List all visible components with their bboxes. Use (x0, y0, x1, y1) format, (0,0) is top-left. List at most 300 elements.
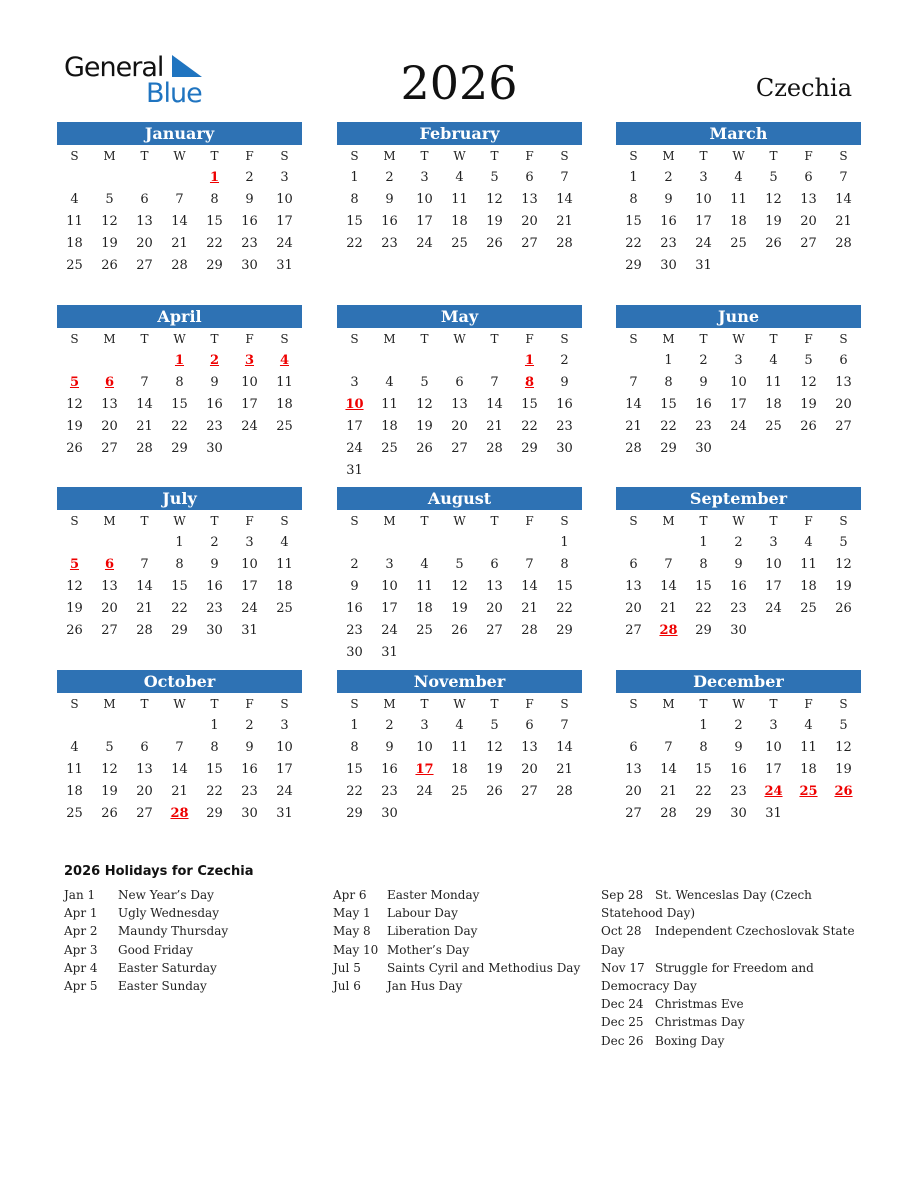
day: 21 (486, 419, 503, 434)
weekday-label: S (350, 697, 359, 711)
holiday-name: Easter Saturday (118, 960, 217, 975)
day: 1 (210, 718, 219, 733)
holiday-date: Nov 17 (601, 960, 645, 975)
day: 2 (245, 718, 254, 733)
day: 30 (206, 623, 223, 638)
holiday-row (601, 922, 863, 958)
day: 2 (385, 170, 394, 185)
weekday-label: F (525, 697, 534, 711)
day: 14 (171, 214, 188, 229)
weekday-label: S (629, 697, 638, 711)
day: 13 (835, 375, 852, 390)
day-grid (616, 328, 861, 460)
empty-cell (372, 350, 407, 372)
day: 30 (346, 645, 363, 660)
empty-cell (407, 350, 442, 372)
day: 31 (695, 258, 712, 273)
day: 25 (765, 419, 782, 434)
holiday-column (64, 886, 326, 995)
day: 13 (451, 397, 468, 412)
day: 22 (206, 784, 223, 799)
weekday-label: S (280, 332, 289, 346)
holiday-date: May 1 (333, 906, 371, 921)
day: 20 (451, 419, 468, 434)
weekday-label: M (383, 332, 396, 346)
day: 14 (660, 762, 677, 777)
day: 14 (625, 397, 642, 412)
day: 12 (66, 397, 83, 412)
day: 9 (210, 375, 219, 390)
day: 19 (451, 601, 468, 616)
day: 30 (381, 806, 398, 821)
day: 26 (800, 419, 817, 434)
holiday-date: Apr 4 (64, 960, 98, 975)
day: 16 (730, 762, 747, 777)
day: 1 (629, 170, 638, 185)
day: 6 (839, 353, 848, 368)
day: 17 (241, 579, 258, 594)
month-header: October (57, 670, 302, 693)
day: 17 (695, 214, 712, 229)
weekday-label: S (70, 697, 79, 711)
day: 29 (206, 806, 223, 821)
day: 27 (101, 441, 118, 456)
day: 20 (136, 784, 153, 799)
empty-cell (512, 532, 547, 554)
day: 17 (276, 214, 293, 229)
holiday-name: Mother’s Day (387, 942, 470, 957)
day: 5 (804, 353, 813, 368)
month-august (337, 487, 582, 664)
day: 23 (695, 419, 712, 434)
weekday-label: M (383, 697, 396, 711)
day: 31 (241, 623, 258, 638)
day: 14 (835, 192, 852, 207)
day: 4 (280, 535, 289, 550)
weekday-label: W (453, 149, 466, 163)
holiday-date: Apr 6 (333, 888, 367, 902)
day: 21 (660, 784, 677, 799)
weekday-label: T (769, 332, 778, 346)
weekday-label: W (453, 332, 466, 346)
day: 28 (136, 441, 153, 456)
holiday-day: 5 (69, 557, 80, 572)
holiday-day: 1 (524, 353, 535, 368)
holiday-row (333, 922, 595, 940)
holiday-row (64, 941, 326, 959)
day: 11 (66, 762, 83, 777)
day: 21 (625, 419, 642, 434)
day: 21 (660, 601, 677, 616)
day: 22 (695, 784, 712, 799)
holiday-row (64, 977, 326, 995)
day: 6 (455, 375, 464, 390)
weekday-label: M (662, 514, 675, 528)
day: 8 (664, 375, 673, 390)
day: 8 (210, 192, 219, 207)
weekday-label: W (732, 697, 745, 711)
day: 10 (381, 579, 398, 594)
day: 18 (800, 762, 817, 777)
day: 2 (560, 353, 569, 368)
day: 3 (420, 170, 429, 185)
day: 2 (664, 170, 673, 185)
day: 22 (346, 236, 363, 251)
holiday-date: Apr 2 (64, 924, 98, 939)
empty-cell (407, 532, 442, 554)
day: 26 (835, 601, 852, 616)
holiday-name: Ugly Wednesday (118, 906, 219, 921)
day: 19 (66, 601, 83, 616)
holiday-date: Dec 25 (601, 1015, 644, 1030)
weekday-label: T (490, 332, 499, 346)
weekday-label: S (839, 149, 848, 163)
day: 8 (699, 557, 708, 572)
weekday-label: F (525, 332, 534, 346)
day: 17 (416, 214, 433, 229)
weekday-label: T (140, 149, 149, 163)
holiday-row (333, 886, 595, 904)
month-header: April (57, 305, 302, 328)
day: 16 (206, 579, 223, 594)
day: 17 (346, 419, 363, 434)
weekday-label: S (280, 514, 289, 528)
day: 14 (521, 579, 538, 594)
weekday-label: T (490, 149, 499, 163)
day: 10 (416, 192, 433, 207)
day: 10 (241, 375, 258, 390)
day: 13 (136, 214, 153, 229)
day: 8 (629, 192, 638, 207)
holiday-name: Maundy Thursday (118, 924, 229, 939)
day: 25 (416, 623, 433, 638)
month-november (337, 670, 582, 825)
day: 16 (660, 214, 677, 229)
day: 15 (556, 579, 573, 594)
day: 23 (241, 236, 258, 251)
month-header: May (337, 305, 582, 328)
weekday-label: T (210, 332, 219, 346)
day: 12 (451, 579, 468, 594)
day: 7 (175, 192, 184, 207)
day: 8 (210, 740, 219, 755)
empty-cell (127, 350, 162, 372)
day: 25 (276, 419, 293, 434)
day: 15 (206, 762, 223, 777)
day: 21 (556, 214, 573, 229)
day: 3 (769, 718, 778, 733)
empty-cell (337, 350, 372, 372)
day: 14 (556, 192, 573, 207)
day: 24 (765, 601, 782, 616)
day: 25 (800, 601, 817, 616)
day: 5 (490, 170, 499, 185)
weekday-label: S (560, 697, 569, 711)
day: 5 (769, 170, 778, 185)
month-header: March (616, 122, 861, 145)
weekday-label: M (103, 697, 116, 711)
day: 19 (835, 579, 852, 594)
day: 27 (835, 419, 852, 434)
logo-text-general: General (64, 52, 164, 83)
day: 13 (136, 762, 153, 777)
day: 5 (455, 557, 464, 572)
weekday-label: M (103, 514, 116, 528)
holiday-date: Jul 5 (333, 960, 361, 975)
day: 12 (800, 375, 817, 390)
day: 20 (835, 397, 852, 412)
day: 26 (486, 784, 503, 799)
day: 2 (210, 535, 219, 550)
weekday-label: W (173, 514, 186, 528)
holiday-name: Christmas Eve (655, 997, 744, 1012)
day: 26 (416, 441, 433, 456)
weekday-label: F (804, 332, 813, 346)
day: 27 (521, 236, 538, 251)
day: 14 (136, 397, 153, 412)
holiday-day: 8 (524, 375, 535, 390)
weekday-label: T (769, 149, 778, 163)
day: 19 (765, 214, 782, 229)
holiday-date: Jul 6 (333, 979, 361, 994)
day: 12 (486, 192, 503, 207)
month-header: November (337, 670, 582, 693)
day: 23 (241, 784, 258, 799)
day: 7 (175, 740, 184, 755)
day: 6 (140, 740, 149, 755)
holiday-day: 10 (345, 397, 364, 412)
weekday-label: T (699, 514, 708, 528)
holiday-name: Struggle for Freedom and Democracy Day (601, 960, 814, 994)
holiday-day: 6 (104, 557, 115, 572)
day: 17 (730, 397, 747, 412)
day: 1 (175, 535, 184, 550)
weekday-label: S (560, 514, 569, 528)
day: 15 (625, 214, 642, 229)
day: 10 (765, 557, 782, 572)
day: 23 (206, 419, 223, 434)
weekday-label: W (732, 332, 745, 346)
holiday-name: Good Friday (118, 942, 194, 957)
day: 11 (276, 375, 293, 390)
month-october (57, 670, 302, 825)
day: 16 (241, 214, 258, 229)
weekday-label: S (839, 514, 848, 528)
day: 14 (660, 579, 677, 594)
day: 20 (800, 214, 817, 229)
day: 8 (350, 740, 359, 755)
day: 29 (206, 258, 223, 273)
day: 20 (101, 419, 118, 434)
holiday-date: Oct 28 (601, 924, 642, 939)
day-grid (57, 510, 302, 642)
day: 24 (276, 784, 293, 799)
day: 23 (556, 419, 573, 434)
empty-cell (442, 532, 477, 554)
day: 12 (101, 762, 118, 777)
day: 14 (136, 579, 153, 594)
day: 4 (70, 192, 79, 207)
month-april (57, 305, 302, 460)
day: 2 (699, 353, 708, 368)
weekday-label: M (662, 332, 675, 346)
day: 22 (521, 419, 538, 434)
empty-cell (616, 532, 651, 554)
weekday-label: W (732, 149, 745, 163)
day: 22 (695, 601, 712, 616)
day: 9 (734, 557, 743, 572)
weekday-label: T (420, 149, 429, 163)
day: 16 (346, 601, 363, 616)
day: 7 (560, 170, 569, 185)
day: 25 (730, 236, 747, 251)
holiday-day: 17 (415, 762, 434, 777)
day: 8 (175, 375, 184, 390)
holiday-column (333, 886, 595, 995)
day: 15 (521, 397, 538, 412)
day: 27 (136, 806, 153, 821)
holiday-day: 28 (170, 806, 189, 821)
day: 12 (835, 557, 852, 572)
day: 11 (381, 397, 398, 412)
day-grid (616, 510, 861, 642)
day: 20 (625, 601, 642, 616)
empty-cell (57, 532, 92, 554)
day: 9 (385, 192, 394, 207)
weekday-label: S (350, 332, 359, 346)
day: 6 (140, 192, 149, 207)
day: 18 (416, 601, 433, 616)
weekday-label: S (629, 149, 638, 163)
month-header: June (616, 305, 861, 328)
day: 26 (101, 258, 118, 273)
day: 17 (765, 579, 782, 594)
day: 1 (699, 535, 708, 550)
holiday-date: Apr 5 (64, 979, 98, 994)
day: 18 (276, 397, 293, 412)
holiday-day: 26 (834, 784, 853, 799)
day: 29 (521, 441, 538, 456)
weekday-label: W (173, 332, 186, 346)
day: 25 (451, 784, 468, 799)
day: 5 (105, 740, 114, 755)
day: 27 (521, 784, 538, 799)
day: 28 (556, 784, 573, 799)
holiday-row (64, 959, 326, 977)
day: 3 (280, 718, 289, 733)
holiday-name: St. Wenceslas Day (Czech Statehood Day) (601, 888, 812, 921)
day: 31 (765, 806, 782, 821)
weekday-label: M (383, 149, 396, 163)
day: 6 (490, 557, 499, 572)
day: 26 (765, 236, 782, 251)
weekday-label: F (245, 514, 254, 528)
day: 25 (451, 236, 468, 251)
day: 22 (206, 236, 223, 251)
weekday-label: T (420, 514, 429, 528)
day: 28 (556, 236, 573, 251)
day: 15 (206, 214, 223, 229)
day: 17 (381, 601, 398, 616)
day: 10 (276, 192, 293, 207)
day: 3 (734, 353, 743, 368)
day: 18 (765, 397, 782, 412)
day: 29 (171, 441, 188, 456)
day: 10 (695, 192, 712, 207)
day: 9 (699, 375, 708, 390)
month-header: February (337, 122, 582, 145)
holiday-row (601, 1013, 863, 1031)
holiday-row (333, 959, 595, 977)
day: 27 (101, 623, 118, 638)
empty-cell (57, 167, 92, 189)
empty-cell (651, 532, 686, 554)
day: 2 (734, 535, 743, 550)
day: 16 (241, 762, 258, 777)
day: 7 (140, 557, 149, 572)
day: 24 (241, 419, 258, 434)
day: 17 (276, 762, 293, 777)
weekday-label: M (662, 697, 675, 711)
weekday-label: F (525, 514, 534, 528)
weekday-label: S (629, 332, 638, 346)
month-header: January (57, 122, 302, 145)
day: 6 (629, 740, 638, 755)
day: 5 (839, 535, 848, 550)
weekday-label: M (103, 149, 116, 163)
day: 19 (800, 397, 817, 412)
day: 20 (101, 601, 118, 616)
day: 9 (350, 579, 359, 594)
day: 1 (699, 718, 708, 733)
day: 5 (490, 718, 499, 733)
day: 23 (381, 784, 398, 799)
country-label: Czechia (755, 74, 852, 102)
holiday-name: New Year’s Day (118, 888, 214, 902)
day: 10 (765, 740, 782, 755)
weekday-label: S (280, 697, 289, 711)
empty-cell (92, 167, 127, 189)
day: 15 (695, 579, 712, 594)
day: 28 (625, 441, 642, 456)
day: 27 (486, 623, 503, 638)
day: 11 (66, 214, 83, 229)
day: 11 (276, 557, 293, 572)
day: 7 (490, 375, 499, 390)
day: 11 (451, 192, 468, 207)
day: 27 (625, 623, 642, 638)
weekday-label: S (629, 514, 638, 528)
page-title-year: 2026 (400, 56, 518, 110)
logo-text-blue: Blue (146, 78, 202, 109)
day: 7 (664, 557, 673, 572)
holiday-name: Saints Cyril and Methodius Day (387, 960, 581, 975)
weekday-label: F (804, 697, 813, 711)
day: 13 (521, 740, 538, 755)
day: 26 (486, 236, 503, 251)
day: 24 (416, 784, 433, 799)
weekday-label: F (245, 149, 254, 163)
day: 3 (699, 170, 708, 185)
month-december (616, 670, 861, 825)
day: 28 (171, 258, 188, 273)
day: 30 (660, 258, 677, 273)
empty-cell (127, 167, 162, 189)
holiday-row (333, 941, 595, 959)
holiday-day: 4 (279, 353, 290, 368)
day: 22 (556, 601, 573, 616)
weekday-label: S (839, 697, 848, 711)
